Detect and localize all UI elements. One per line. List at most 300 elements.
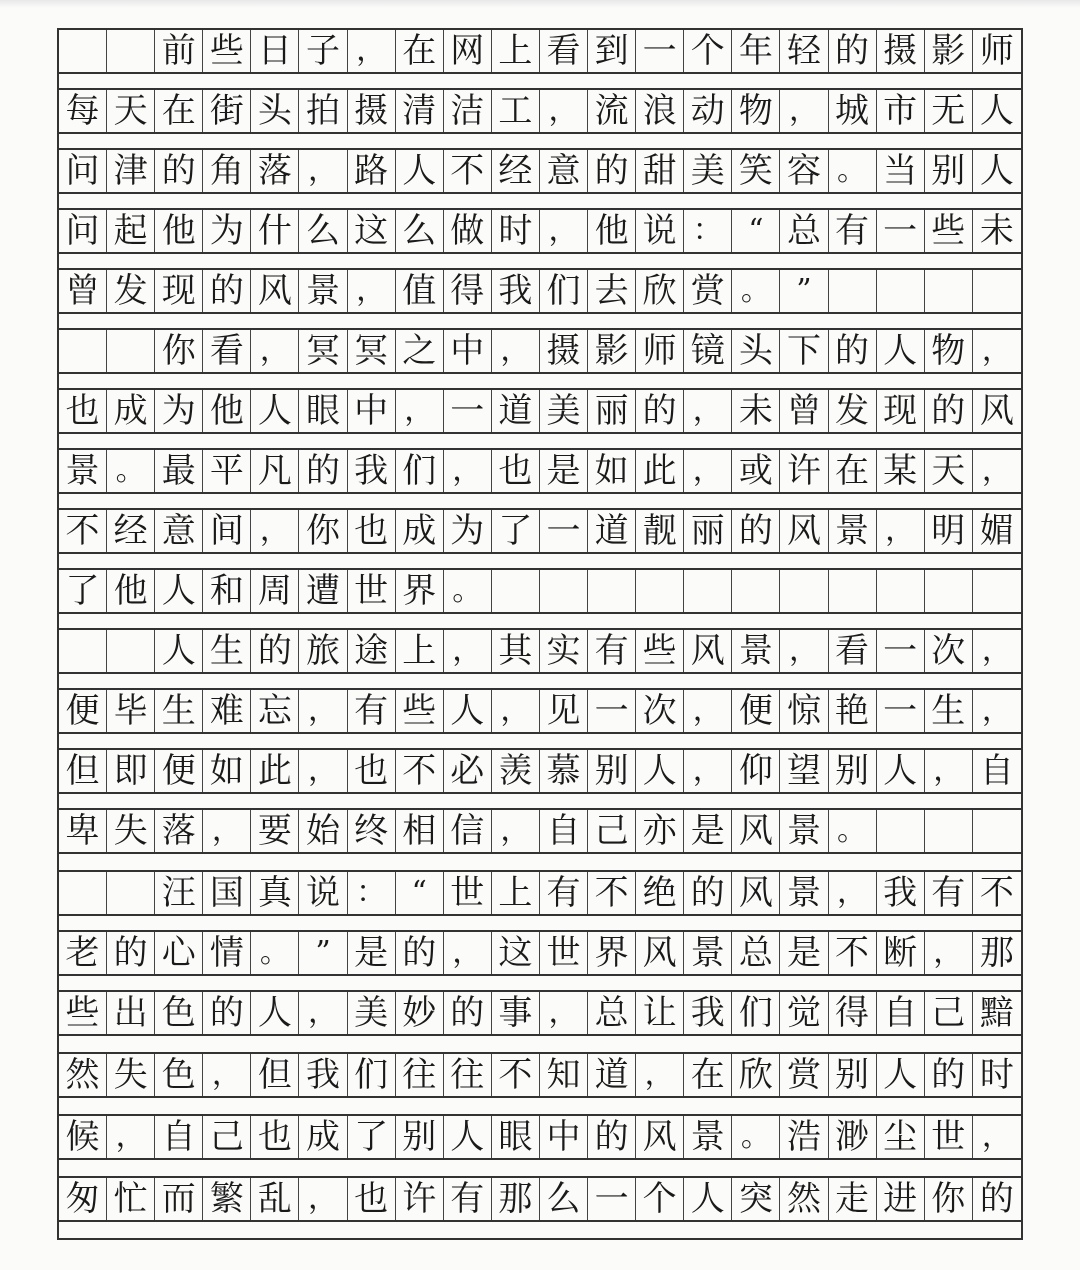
grid-cell: 不 xyxy=(492,1054,540,1096)
grid-cell: 毕 xyxy=(107,690,155,732)
grid-cell: 进 xyxy=(877,1178,925,1220)
grid-cell: 的 xyxy=(588,150,636,192)
grid-cell: 一 xyxy=(636,30,684,72)
grid-cell: 自 xyxy=(877,992,925,1034)
grid-cell: ， xyxy=(299,150,347,192)
grid-row xyxy=(59,568,1021,614)
grid-cell: 一 xyxy=(877,690,925,732)
grid-cell: 旅 xyxy=(299,630,347,672)
grid-cell: 或 xyxy=(732,450,780,492)
grid-cell: 羡 xyxy=(492,750,540,792)
grid-cell: 是 xyxy=(348,932,396,974)
grid-cell: 和 xyxy=(203,570,251,612)
grid-cell: 如 xyxy=(588,450,636,492)
grid-cell: 仰 xyxy=(732,750,780,792)
grid-cell: 风 xyxy=(636,932,684,974)
grid-cell: 人 xyxy=(979,91,1014,131)
grid-cell: 现 xyxy=(877,390,925,432)
grid-cell: 失 xyxy=(107,1054,155,1096)
grid-cell: 得 xyxy=(444,270,492,312)
grid-cell: 人 xyxy=(979,151,1014,191)
grid-cell: 别 xyxy=(829,1054,877,1096)
grid-cell: “ xyxy=(732,210,780,252)
grid-cell: 风 xyxy=(732,810,780,852)
grid-cell: 看 xyxy=(203,330,251,372)
grid-cell xyxy=(877,570,925,612)
grid-cell: 难 xyxy=(203,690,251,732)
grid-cell: 时 xyxy=(979,1055,1014,1095)
grid-cell: 渺 xyxy=(829,1116,877,1158)
grid-row xyxy=(59,328,1021,374)
grid-cell: 景 xyxy=(684,1116,732,1158)
grid-cell: 己 xyxy=(588,810,636,852)
grid-cell: ： xyxy=(348,872,396,914)
grid-cell: 赏 xyxy=(780,1054,828,1096)
grid-cell: 往 xyxy=(396,1054,444,1096)
grid-cell: 而 xyxy=(155,1178,203,1220)
grid-cell: 人 xyxy=(877,1054,925,1096)
grid-cell: 见 xyxy=(540,690,588,732)
grid-cell: 人 xyxy=(636,750,684,792)
grid-cell: 的 xyxy=(444,992,492,1034)
grid-cell: 浩 xyxy=(780,1116,828,1158)
grid-cell xyxy=(684,570,732,612)
grid-cell: 知 xyxy=(540,1054,588,1096)
grid-cell: 人 xyxy=(251,992,299,1034)
grid-cell: ， xyxy=(780,90,828,132)
grid-cell: 些 xyxy=(636,630,684,672)
grid-cell: 终 xyxy=(348,810,396,852)
grid-cell xyxy=(877,270,925,312)
grid-cell: 别 xyxy=(829,750,877,792)
grid-cell: 己 xyxy=(925,992,973,1034)
grid-cell: 明 xyxy=(925,510,973,552)
grid-cell: 物 xyxy=(732,90,780,132)
grid-cell: 为 xyxy=(155,390,203,432)
grid-cell: 意 xyxy=(155,510,203,552)
grid-cell: 角 xyxy=(203,150,251,192)
grid-cell: 甜 xyxy=(636,150,684,192)
grid-cell: 便 xyxy=(59,690,107,732)
grid-cell: 次 xyxy=(636,690,684,732)
grid-cell: 曾 xyxy=(59,270,107,312)
grid-cell: 什 xyxy=(251,210,299,252)
grid-cell: 中 xyxy=(540,1116,588,1158)
grid-cell: 我 xyxy=(299,1054,347,1096)
grid-cell: 无 xyxy=(925,90,973,132)
grid-cell: 你 xyxy=(299,510,347,552)
grid-cell: 景 xyxy=(59,450,107,492)
grid-cell: 日 xyxy=(251,30,299,72)
grid-cell: 眼 xyxy=(492,1116,540,1158)
grid-cell: 风 xyxy=(251,270,299,312)
grid-cell: 间 xyxy=(203,510,251,552)
grid-cell xyxy=(636,570,684,612)
grid-cell: 然 xyxy=(59,1054,107,1096)
grid-cell: 也 xyxy=(251,1116,299,1158)
grid-cell: 未 xyxy=(732,390,780,432)
grid-cell: 起 xyxy=(107,210,155,252)
grid-cell: 总 xyxy=(732,932,780,974)
grid-cell: 。 xyxy=(107,450,155,492)
grid-cell: 清 xyxy=(396,90,444,132)
grid-cell: 卑 xyxy=(59,810,107,852)
grid-cell: 他 xyxy=(155,210,203,252)
grid-cell: 有 xyxy=(540,872,588,914)
grid-cell: 失 xyxy=(107,810,155,852)
grid-cell: 的 xyxy=(251,630,299,672)
grid-cell xyxy=(59,630,107,672)
grid-cell: 欣 xyxy=(636,270,684,312)
grid-cell: 总 xyxy=(588,992,636,1034)
grid-cell: 美 xyxy=(348,992,396,1034)
grid-cell: 汪 xyxy=(155,872,203,914)
grid-cell: 景 xyxy=(780,810,828,852)
grid-cell: 们 xyxy=(540,270,588,312)
grid-cell: 人 xyxy=(684,1178,732,1220)
grid-cell: 。 xyxy=(829,150,877,192)
grid-cell: 总 xyxy=(780,210,828,252)
grid-cell: ， xyxy=(396,390,444,432)
grid-cell: 自 xyxy=(979,751,1014,791)
grid-cell: 些 xyxy=(925,210,973,252)
grid-cell: 师 xyxy=(979,31,1014,71)
grid-cell xyxy=(492,570,540,612)
grid-cell: 前 xyxy=(155,30,203,72)
grid-cell: 但 xyxy=(251,1054,299,1096)
grid-cell: 们 xyxy=(348,1054,396,1096)
grid-cell: 生 xyxy=(925,690,973,732)
grid-cell: 周 xyxy=(251,570,299,612)
grid-cell: 年 xyxy=(732,30,780,72)
grid-cell: 慕 xyxy=(540,750,588,792)
grid-row xyxy=(59,88,1021,134)
grid-cell: 个 xyxy=(636,1178,684,1220)
grid-cell: 人 xyxy=(877,750,925,792)
grid-cell: 上 xyxy=(492,872,540,914)
grid-cell: 的 xyxy=(203,992,251,1034)
grid-cell: 信 xyxy=(444,810,492,852)
grid-cell: 我 xyxy=(348,450,396,492)
grid-cell: ， xyxy=(981,633,1012,668)
grid-cell: 你 xyxy=(925,1178,973,1220)
grid-cell: 说 xyxy=(636,210,684,252)
grid-cell: ， xyxy=(540,992,588,1034)
grid-cell: 相 xyxy=(396,810,444,852)
grid-cell: 色 xyxy=(155,1054,203,1096)
grid-cell: 如 xyxy=(203,750,251,792)
grid-cell: ， xyxy=(981,1119,1012,1154)
grid-cell: ， xyxy=(540,210,588,252)
grid-cell: 的 xyxy=(925,390,973,432)
grid-cell: 么 xyxy=(299,210,347,252)
grid-cell: 生 xyxy=(155,690,203,732)
grid-cell: 一 xyxy=(588,690,636,732)
grid-cell: 了 xyxy=(348,1116,396,1158)
grid-cell xyxy=(973,570,1021,612)
grid-cell: 景 xyxy=(829,510,877,552)
grid-cell: 眼 xyxy=(299,390,347,432)
grid-cell: ， xyxy=(684,750,732,792)
grid-cell: 世 xyxy=(348,570,396,612)
grid-cell: 的 xyxy=(396,932,444,974)
grid-cell: 凡 xyxy=(251,450,299,492)
grid-cell: ， xyxy=(684,390,732,432)
grid-row xyxy=(59,1052,1021,1098)
grid-cell: 景 xyxy=(732,630,780,672)
grid-row xyxy=(59,870,1021,916)
grid-cell: 也 xyxy=(492,450,540,492)
grid-cell: 艳 xyxy=(829,690,877,732)
grid-cell: 生 xyxy=(203,630,251,672)
grid-cell: 们 xyxy=(396,450,444,492)
grid-cell: 他 xyxy=(203,390,251,432)
grid-cell: 繁 xyxy=(203,1178,251,1220)
grid-cell: 些 xyxy=(59,992,107,1034)
grid-cell: ， xyxy=(492,810,540,852)
grid-cell: 色 xyxy=(155,992,203,1034)
grid-cell: 也 xyxy=(59,390,107,432)
grid-cell: ， xyxy=(684,690,732,732)
grid-row xyxy=(59,930,1021,976)
grid-cell: 了 xyxy=(492,510,540,552)
grid-cell: 的 xyxy=(203,270,251,312)
grid-cell: ， xyxy=(299,690,347,732)
grid-cell: 有 xyxy=(444,1178,492,1220)
grid-cell: 上 xyxy=(492,30,540,72)
grid-cell: 有 xyxy=(588,630,636,672)
grid-cell: 但 xyxy=(59,750,107,792)
grid-cell: 忙 xyxy=(107,1178,155,1220)
grid-row xyxy=(59,808,1021,854)
grid-cell: 说 xyxy=(299,872,347,914)
grid-row xyxy=(59,688,1021,734)
grid-cell: ， xyxy=(251,330,299,372)
grid-cell: 经 xyxy=(492,150,540,192)
grid-cell: 在 xyxy=(155,90,203,132)
grid-cell: 美 xyxy=(684,150,732,192)
grid-cell: 他 xyxy=(588,210,636,252)
grid-cell: 不 xyxy=(588,872,636,914)
grid-cell: 世 xyxy=(444,872,492,914)
grid-cell: 风 xyxy=(636,1116,684,1158)
grid-cell: ， xyxy=(492,330,540,372)
grid-cell: 人 xyxy=(877,330,925,372)
grid-cell: 。 xyxy=(732,270,780,312)
grid-cell: 浪 xyxy=(636,90,684,132)
grid-cell: ， xyxy=(684,450,732,492)
grid-cell: 的 xyxy=(925,1054,973,1096)
grid-cell: 惊 xyxy=(780,690,828,732)
grid-row xyxy=(59,148,1021,194)
grid-cell: 物 xyxy=(925,330,973,372)
grid-cell: 冥 xyxy=(348,330,396,372)
grid-cell: 要 xyxy=(251,810,299,852)
grid-cell: 也 xyxy=(348,750,396,792)
grid-cell: 不 xyxy=(59,510,107,552)
grid-cell: 。 xyxy=(732,1116,780,1158)
grid-cell: 风 xyxy=(732,872,780,914)
grid-cell xyxy=(107,872,155,914)
grid-cell: 的 xyxy=(155,150,203,192)
grid-cell: 摄 xyxy=(348,90,396,132)
grid-cell: 值 xyxy=(396,270,444,312)
grid-cell: 始 xyxy=(299,810,347,852)
grid-cell: 有 xyxy=(348,690,396,732)
grid-cell: 我 xyxy=(492,270,540,312)
grid-cell: 即 xyxy=(107,750,155,792)
grid-cell: 世 xyxy=(925,1116,973,1158)
grid-cell: ， xyxy=(299,1178,347,1220)
grid-cell: 望 xyxy=(780,750,828,792)
grid-cell: 景 xyxy=(299,270,347,312)
grid-cell: 往 xyxy=(444,1054,492,1096)
grid-cell: 这 xyxy=(348,210,396,252)
grid-cell: 了 xyxy=(59,570,107,612)
grid-cell: 曾 xyxy=(780,390,828,432)
grid-cell: 自 xyxy=(155,1116,203,1158)
grid-cell: 上 xyxy=(396,630,444,672)
grid-row xyxy=(59,1176,1021,1222)
grid-cell: 现 xyxy=(155,270,203,312)
grid-cell: 一 xyxy=(877,210,925,252)
grid-cell: 看 xyxy=(829,630,877,672)
grid-cell: 妙 xyxy=(396,992,444,1034)
grid-row xyxy=(59,388,1021,434)
grid-cell: 时 xyxy=(492,210,540,252)
grid-cell: 景 xyxy=(684,932,732,974)
grid-cell: 别 xyxy=(588,750,636,792)
grid-cell: ， xyxy=(107,1116,155,1158)
grid-cell: 人 xyxy=(251,390,299,432)
grid-cell: 我 xyxy=(684,992,732,1034)
grid-cell: ， xyxy=(981,693,1012,728)
grid-cell: 发 xyxy=(829,390,877,432)
writing-grid xyxy=(57,28,1023,1240)
grid-cell xyxy=(973,810,1021,852)
grid-row xyxy=(59,748,1021,794)
grid-cell: 。 xyxy=(829,810,877,852)
grid-cell xyxy=(540,570,588,612)
grid-cell: 风 xyxy=(780,510,828,552)
grid-cell: ， xyxy=(348,30,396,72)
grid-cell: 此 xyxy=(251,750,299,792)
grid-cell: 个 xyxy=(684,30,732,72)
grid-cell: 网 xyxy=(444,30,492,72)
grid-cell: 美 xyxy=(540,390,588,432)
grid-cell: 去 xyxy=(588,270,636,312)
grid-cell: 的 xyxy=(979,1179,1014,1219)
grid-cell: 世 xyxy=(540,932,588,974)
grid-cell: 容 xyxy=(780,150,828,192)
grid-cell: 也 xyxy=(348,510,396,552)
grid-row xyxy=(59,28,1021,74)
grid-cell: 中 xyxy=(348,390,396,432)
grid-row xyxy=(59,990,1021,1036)
grid-cell: 景 xyxy=(780,872,828,914)
grid-cell: 有 xyxy=(829,210,877,252)
grid-cell: 影 xyxy=(588,330,636,372)
grid-cell: 此 xyxy=(636,450,684,492)
grid-cell: 情 xyxy=(203,932,251,974)
grid-cell: 不 xyxy=(979,873,1014,913)
grid-cell: 那 xyxy=(979,933,1014,973)
grid-cell: 发 xyxy=(107,270,155,312)
grid-cell xyxy=(877,810,925,852)
grid-cell xyxy=(107,630,155,672)
grid-cell: 然 xyxy=(780,1178,828,1220)
grid-cell: 影 xyxy=(925,30,973,72)
grid-cell: 人 xyxy=(396,150,444,192)
grid-cell: 突 xyxy=(732,1178,780,1220)
grid-cell: 成 xyxy=(396,510,444,552)
grid-cell: ， xyxy=(444,450,492,492)
grid-cell xyxy=(588,570,636,612)
grid-cell: 他 xyxy=(107,570,155,612)
grid-row xyxy=(59,1114,1021,1160)
grid-cell: 必 xyxy=(444,750,492,792)
grid-cell: 靓 xyxy=(636,510,684,552)
grid-cell: 便 xyxy=(732,690,780,732)
grid-cell: 便 xyxy=(155,750,203,792)
grid-cell: ， xyxy=(348,270,396,312)
grid-cell: 天 xyxy=(925,450,973,492)
grid-cell xyxy=(925,570,973,612)
grid-cell: 问 xyxy=(59,150,107,192)
grid-cell: 道 xyxy=(492,390,540,432)
grid-cell: ， xyxy=(540,90,588,132)
grid-cell: 流 xyxy=(588,90,636,132)
grid-cell: 己 xyxy=(203,1116,251,1158)
grid-cell: 风 xyxy=(684,630,732,672)
grid-cell: ” xyxy=(780,270,828,312)
grid-cell: 镜 xyxy=(684,330,732,372)
grid-row xyxy=(59,448,1021,494)
grid-cell: ， xyxy=(636,1054,684,1096)
grid-cell: ， xyxy=(780,630,828,672)
grid-cell: 最 xyxy=(155,450,203,492)
grid-cell: 一 xyxy=(540,510,588,552)
grid-cell: 走 xyxy=(829,1178,877,1220)
grid-cell: 的 xyxy=(299,450,347,492)
grid-cell: 界 xyxy=(396,570,444,612)
grid-cell: 拍 xyxy=(299,90,347,132)
grid-cell xyxy=(59,30,107,72)
grid-cell: 是 xyxy=(540,450,588,492)
grid-cell: 自 xyxy=(540,810,588,852)
grid-cell: 摄 xyxy=(540,330,588,372)
grid-cell: 一 xyxy=(588,1178,636,1220)
grid-cell: 么 xyxy=(396,210,444,252)
grid-cell: 媚 xyxy=(979,511,1014,551)
grid-cell: 路 xyxy=(348,150,396,192)
grid-cell: ， xyxy=(981,333,1012,368)
grid-row xyxy=(59,508,1021,554)
grid-cell: 中 xyxy=(444,330,492,372)
grid-cell: 的 xyxy=(636,390,684,432)
grid-cell: ， xyxy=(925,750,973,792)
grid-cell: 的 xyxy=(829,330,877,372)
grid-cell: 许 xyxy=(396,1178,444,1220)
grid-cell: 未 xyxy=(979,211,1014,251)
grid-cell: 之 xyxy=(396,330,444,372)
grid-cell: 别 xyxy=(925,150,973,192)
grid-cell: 次 xyxy=(925,630,973,672)
grid-cell: 那 xyxy=(492,1178,540,1220)
grid-cell: 做 xyxy=(444,210,492,252)
grid-cell: 在 xyxy=(396,30,444,72)
grid-cell: 。 xyxy=(251,932,299,974)
